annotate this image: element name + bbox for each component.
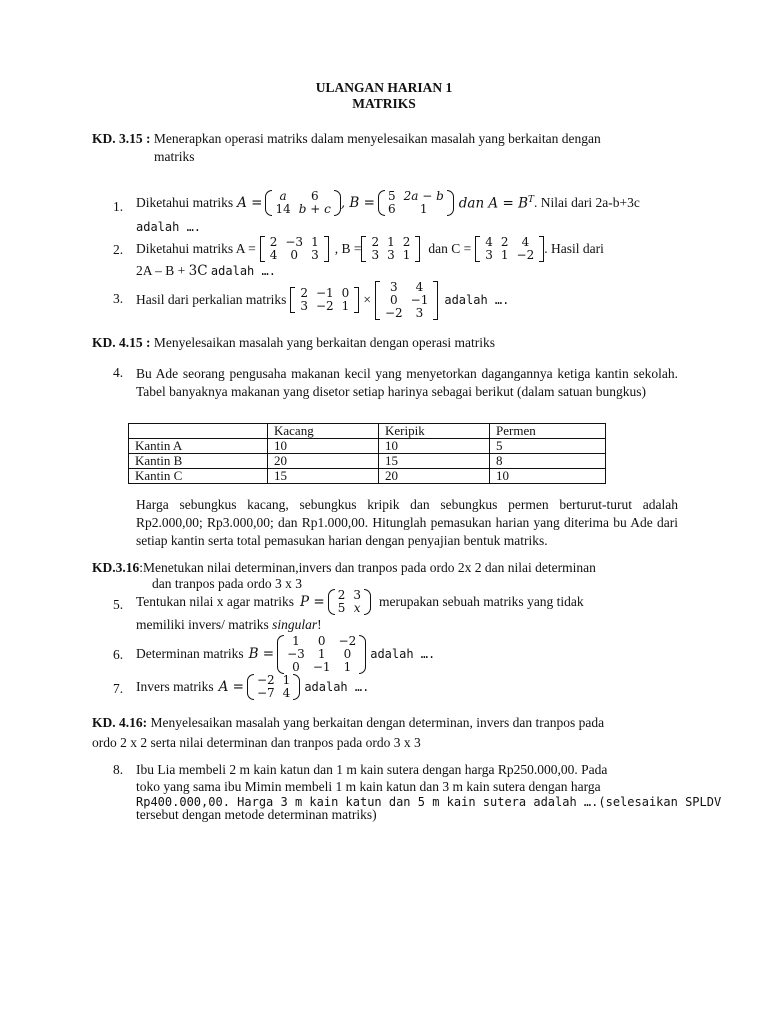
kd-code: KD. 3.15 : [92,131,151,146]
matrix-p [328,589,371,615]
question-1-post: . Nilai dari 2a-b+3c [534,195,640,210]
kd-text: Menyelesaikan masalah yang berkaitan dengan determinan, invers dan tranpos pada [150,715,605,730]
table-cell: Kantin B [129,454,268,469]
question-3 [136,276,509,324]
table-header-row [129,424,606,439]
question-2-post: . Hasil dari [544,241,604,256]
matrix-row [283,661,360,674]
table-cell: 15 [379,454,490,469]
matrix-entry: 3 [389,279,398,294]
kd-text: Menerapkan operasi matriks dalam menyelesaikan masalah yang berkaitan dengan [153,131,601,146]
data-table [128,423,606,484]
kd-3-15-text-line2: matriks [154,149,195,164]
matrix-entry: 4 [485,235,493,249]
question-8-number: 8. [113,762,124,777]
transpose-condition: dan $A = B^T$ [458,194,535,212]
matrix-c [475,236,544,262]
kd-4-16-text-line2: ordo 2 x 2 serta nilai determinan dan tranpos pada ordo 3 x 3 [92,735,421,750]
matrix-entry: 0 [389,292,398,307]
matrix-entry: 0 [317,633,326,648]
matrix-entry: 2a − b [403,189,444,203]
question-2-number: 2. [113,242,124,257]
matrix-c-label: dan C = [428,241,472,256]
matrix-left [290,287,359,313]
question-4-number: 4. [113,365,124,380]
matrix-entry: −3 [287,646,305,661]
matrix-row [481,249,538,262]
matrix-entry: 1 [282,673,291,687]
table-header-cell: Kacang [268,424,379,439]
multiply-sign: × [363,292,371,307]
question-4-text: Bu Ade seorang pengusaha makanan kecil yang menyetorkan dagangannya ketiga kantin sekolah. Tabel banyaknya makanan yang disetor setiap harinya sebagai berikut (dalam satuan bungkus) [136,366,678,399]
matrix-b [361,236,420,262]
matrix-b [277,635,366,674]
kd-text: :Menetukan nilai determinan,invers dan tranpos pada ordo 2x 2 dan nilai determinan [139,560,596,575]
matrix-b-label: , B = [334,241,362,256]
table-cell: 20 [268,454,379,469]
table-row [129,469,606,484]
matrix-entry: 5 [387,189,396,203]
matrix-entry: −2 [338,633,357,648]
matrix-entry: 0 [292,659,300,674]
question-8-line1: Ibu Lia membeli 2 m kain katun dan 1 m kain sutera dengan harga Rp250.000,00. Pada [136,762,608,777]
question-4-followup: Harga sebungkus kacang, sebungkus kripik dan sebungkus permen berturut-turut adalah Rp2.000,00; Rp3.000,00; dan Rp1.000,00. Hitunglah pemasukan harian yang diterima bu Ade dari setiap kantin serta total pemasukan harian dengan penyajian bentuk matriks. [136,497,678,548]
matrix-entry: x [353,601,361,615]
matrix-entry: b + c [298,202,331,216]
table-header-cell [129,424,268,439]
matrix-entry: 1 [292,633,300,648]
matrix-entry: 0 [343,646,352,661]
question-1-text: Diketahui matriks [136,195,234,210]
matrix-entry: 4 [521,235,530,249]
table-cell: 8 [490,454,606,469]
matrix-a-label: A = [237,195,263,211]
matrix-entry: 2 [371,235,380,249]
question-2 [136,236,604,262]
table-cell: 15 [268,469,379,484]
matrix-entry: −7 [256,686,275,700]
kd-code: KD. 4.16: [92,715,148,730]
table-cell: 10 [379,439,490,454]
question-7-number: 7. [113,681,124,696]
matrix-row [381,294,432,307]
matrix-entry: −2 [516,248,535,262]
matrix-entry: 2 [500,235,509,249]
matrix-entry: 2 [402,235,411,249]
matrix-entry: 1 [343,659,352,674]
kd-3-16-heading [92,560,596,576]
matrix-entry: 5 [337,601,346,615]
question-2-text: Diketahui matriks A = [136,241,256,256]
matrix-entry: 2 [337,588,346,602]
matrix-entry: 1 [341,299,350,313]
table-header-cell: Keripik [379,424,490,439]
matrix-entry: −1 [312,659,331,674]
question-3-text: Hasil dari perkalian matriks [136,292,287,307]
matrix-entry: 0 [341,286,350,300]
page-subtitle: MATRIKS [352,96,416,111]
matrix-entry: −2 [256,673,275,687]
matrix-entry: 1 [402,248,411,262]
question-5-number: 5. [113,597,124,612]
question-1-line2: adalah …. [136,220,202,234]
matrix-entry: 1 [317,646,326,661]
question-8-line2: toko yang sama ibu Mimin membeli 1 m kain katun dan 3 m kain sutera dengan harga [136,779,601,794]
kd-3-15-heading [92,131,601,147]
matrix-entry: 4 [282,686,291,700]
matrix-entry: 1 [419,202,428,216]
question-6 [136,632,435,676]
kd-code: KD.3.16 [92,560,140,575]
matrix-row [381,281,432,294]
matrix-a-label: A = [218,679,244,695]
matrix-entry: 6 [387,202,396,216]
matrix-a [247,674,300,700]
question-1 [136,190,640,216]
question-7-text: Invers matriks [136,679,214,694]
table-row [129,454,606,469]
question-2-line2: 2A – B + 3C adalah …. [136,263,276,279]
kd-text: Menyelesaikan masalah yang berkaitan dengan operasi matriks [153,335,496,350]
table-cell: 20 [379,469,490,484]
matrix-entry: 2 [269,235,278,249]
matrix-entry: a [279,189,287,203]
question-1-number: 1. [113,199,124,214]
table-cell: Kantin C [129,469,268,484]
kd-4-15-heading [92,335,495,351]
matrix-row [283,648,360,661]
question-3-post: adalah …. [444,293,510,307]
table-cell: 10 [490,469,606,484]
matrix-entry: 1 [387,235,395,249]
matrix-entry: 6 [310,189,319,203]
question-5 [136,589,678,615]
matrix-a [260,236,329,262]
matrix-entry: −1 [410,292,429,307]
kd-4-16-heading [92,715,604,731]
question-8-line3: Rp400.000,00. Harga 3 m kain katun dan 5 m kain sutera adalah ….(selesaikan SPLDV [136,795,722,809]
matrix-entry: −3 [285,235,304,249]
kd-code: KD. 4.15 : [92,335,151,350]
matrix-entry: 2 [300,286,308,300]
question-5-text: Tentukan nilai x agar matriks [136,594,295,609]
table-cell: 5 [490,439,606,454]
page-title: ULANGAN HARIAN 1 [315,80,453,95]
question-6-text: Determinan matriks [136,646,244,661]
matrix-entry: −2 [315,299,334,313]
matrix-entry: 0 [290,248,299,262]
matrix-entry: 3 [353,588,361,602]
question-5-line2: memiliki invers/ matriks singular! [136,617,322,632]
matrix-row [296,300,353,313]
matrix-entry: 3 [485,248,493,262]
matrix-b-label: B = [248,646,275,662]
question-6-post: adalah …. [370,647,436,661]
question-8-line4: tersebut dengan metode determinan matriks) [136,807,377,822]
matrix-row [283,635,360,648]
matrix-row [367,249,414,262]
matrix-row [253,687,294,700]
table-cell: 10 [268,439,379,454]
question-6-number: 6. [113,647,124,662]
matrix-row [271,203,334,216]
matrix-entry: 1 [311,235,319,249]
kd-3-16-text-line2: dan tranpos pada ordo 3 x 3 [152,576,302,591]
matrix-entry: 1 [500,248,509,262]
matrix-row [384,203,448,216]
table-header-cell: Permen [490,424,606,439]
table-row [129,439,606,454]
question-3-number: 3. [113,291,124,306]
matrix-entry: 3 [387,248,395,262]
question-7 [136,674,369,700]
matrix-entry: 3 [311,248,319,262]
matrix-row [266,249,323,262]
matrix-p-label: P = [300,594,325,610]
matrix-entry: 3 [300,299,308,313]
matrix-entry: 3 [371,248,380,262]
matrix-entry: 4 [415,279,424,294]
matrix-b-label: , B = [340,195,375,211]
matrix-entry: 14 [275,202,291,216]
matrix-row [381,307,432,320]
matrix-a [265,190,340,216]
matrix-right [375,281,438,320]
question-7-post: adalah …. [304,680,370,694]
matrix-row [334,602,365,615]
matrix-b [378,190,454,216]
matrix-entry: 4 [269,248,278,262]
matrix-entry: −2 [384,305,403,320]
matrix-entry: −1 [315,286,334,300]
matrix-entry: 3 [415,305,424,320]
question-5-post: merupakan sebuah matriks yang tidak [378,594,584,609]
table-cell: Kantin A [129,439,268,454]
